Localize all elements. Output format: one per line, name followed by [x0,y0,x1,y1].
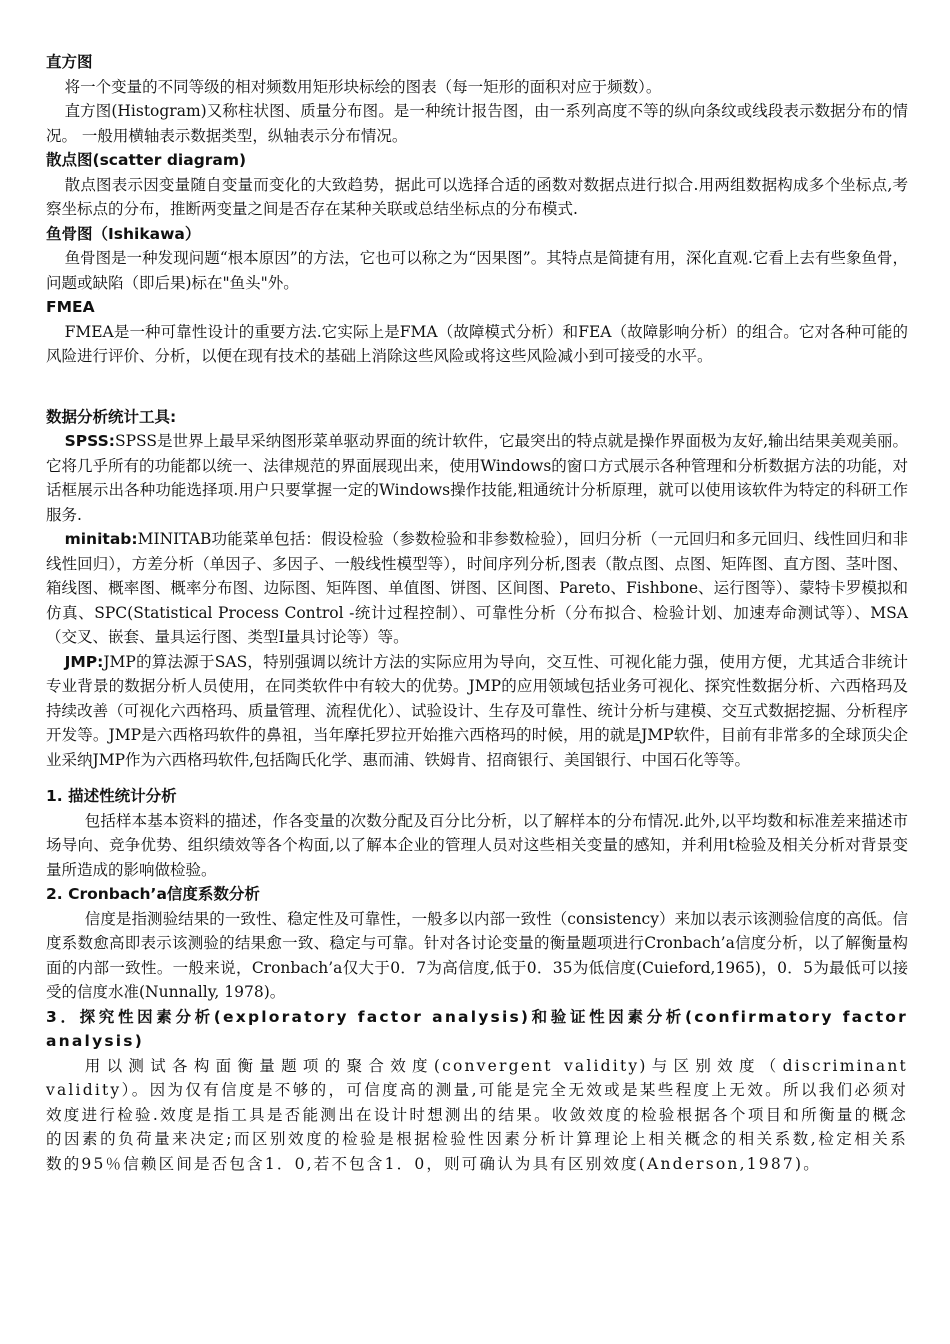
spss-paragraph [46,429,908,527]
histogram-paragraph-2: 直方图(Histogram)又称柱状图、质量分布图。是一种统计报告图，由一系列高度不等的纵向条纹或线段表示数据分布的情况。 一般用横轴表示数据类型，纵轴表示分布情况。 [46,102,908,145]
minitab-label: minitab: [64,530,138,548]
fishbone-heading: 鱼骨图（Ishikawa） [46,224,201,243]
tools-heading: 数据分析统计工具: [46,407,177,426]
section-3-heading: 3．探究性因素分析(exploratory factor analysis)和验证性因素分析(confirmatory factor analysis) [46,1007,908,1050]
jmp-text: JMP的算法源于SAS，特别强调以统计方法的实际应用为导向，交互性、可视化能力强，使用方便，尤其适合非统计专业背景的数据分析人员使用，在同类软件中有较大的优势。JMP的应用领域包括业务可视化、探究性数据分析、六西格玛及持续改善（可视化六西格玛、质量管理、流程优化）、试验设计、生存及可靠性、统计分析与建模、交互式数据挖掘、分析程序开发等。JMP是六西格玛软件的鼻祖，当年摩托罗拉开始推六西格玛的时候，用的就是JMP软件，目前有非常多的全球顶尖企业采纳JMP作为六西格玛软件,包括陶氏化学、惠而浦、铁姆肯、招商银行、美国银行、中国石化等等。 [46,652,908,769]
scatter-heading: 散点图(scatter diagram) [46,151,247,169]
minitab-text: MINITAB功能菜单包括：假设检验（参数检验和非参数检验），回归分析（一元回归和多元回归、线性回归和非线性回归），方差分析（单因子、多因子、一般线性模型等），时间序列分析,图表（散点图、点图、矩阵图、直方图、茎叶图、箱线图、概率图、概率分布图、边际图、矩阵图、单值图、饼图、区间图、Pareto、Fishbone、运行图等）、蒙特卡罗模拟和仿真、SPC(Statistical Process Control -统计过程控制）、可靠性分析（分布拟合、检验计划、加速寿命测试等）、MSA（交叉、嵌套、量具运行图、类型I量具讨论等）等。 [46,530,908,646]
jmp-label: JMP: [64,652,104,671]
fmea-paragraph: FMEA是一种可靠性设计的重要方法.它实际上是FMA（故障模式分析）和FEA（故障影响分析）的组合。它对各种可能的风险进行评价、分析，以便在现有技术的基础上消除这些风险或将这些风险减小到可接受的水平。 [46,322,908,365]
spss-label: SPSS: [64,432,115,450]
fishbone-paragraph: 鱼骨图是一种发现问题“根本原因”的方法，它也可以称之为“因果图”。其特点是简捷有用，深化直观.它看上去有些象鱼骨，问题或缺陷（即后果)标在"鱼头"外。 [46,249,908,292]
spacer [46,393,908,405]
section-1-heading: 1. 描述性统计分析 [46,787,177,805]
histogram-paragraph-1: 将一个变量的不同等级的相对频数用矩形块标绘的图表（每一矩形的面积对应于频数）。 [64,77,662,96]
histogram-heading: 直方图 [46,53,93,71]
section-2-heading: 2. Cronbach’a信度系数分析 [46,885,260,903]
section-2-paragraph: 信度是指测验结果的一致性、稳定性及可靠性，一般多以内部一致性（consistency）来加以表示该测验信度的高低。信度系数愈高即表示该测验的结果愈一致、稳定与可靠。针对各讨论变量的衡量题项进行Cronbach’a信度分析，以了解衡量构面的内部一致性。一般来说，Cronbach’a仅大于0．7为高信度,低于0．35为低信度(Cuieford,1965)，0．5为最低可以接受的信度水准(Nunnally, 1978)。 [46,909,908,1001]
section-1-paragraph: 包括样本基本资料的描述，作各变量的次数分配及百分比分析，以了解样本的分布情况.此外,以平均数和标准差来描述市场导向、竞争优势、组织绩效等各个构面,以了解本企业的管理人员对这些相关变量的感知，并利用t检验及相关分析对背景变量所造成的影响做检验。 [46,811,908,879]
spacer [46,772,908,784]
spacer [46,369,908,393]
minitab-paragraph [46,527,908,650]
spss-text: SPSS是世界上最早采纳图形菜单驱动界面的统计软件，它最突出的特点就是操作界面极为友好,输出结果美观美丽。它将几乎所有的功能都以统一、法律规范的界面展现出来，使用Windows的窗口方式展示各种管理和分析数据方法的功能，对话框展示出各种功能选择项.用户只要掌握一定的Windows操作技能,粗通统计分析原理，就可以使用该软件为特定的科研工作服务. [46,432,908,524]
jmp-paragraph [46,650,908,773]
document-page [46,50,908,1176]
section-3-paragraph: 用以测试各构面衡量题项的聚合效度(convergent validity)与区别效度（discriminant validity）。因为仅有信度是不够的，可信度高的测量,可能是完全无效或是某些程度上无效。所以我们必须对效度进行检验.效度是指工具是否能测出在设计时想测出的结果。收敛效度的检验根据各个项目和所衡量的概念的因素的负荷量来决定;而区别效度的检验是根据检验性因素分析计算理论上相关概念的相关系数,检定相关系数的95％信赖区间是否包含1．0,若不包含1．0，则可确认为具有区别效度(Anderson,1987)。 [46,1056,908,1173]
scatter-paragraph: 散点图表示因变量随自变量而变化的大致趋势，据此可以选择合适的函数对数据点进行拟合.用两组数据构成多个坐标点,考察坐标点的分布，推断两变量之间是否存在某种关联或总结坐标点的分布模式. [46,175,908,218]
fmea-heading: FMEA [46,298,95,316]
